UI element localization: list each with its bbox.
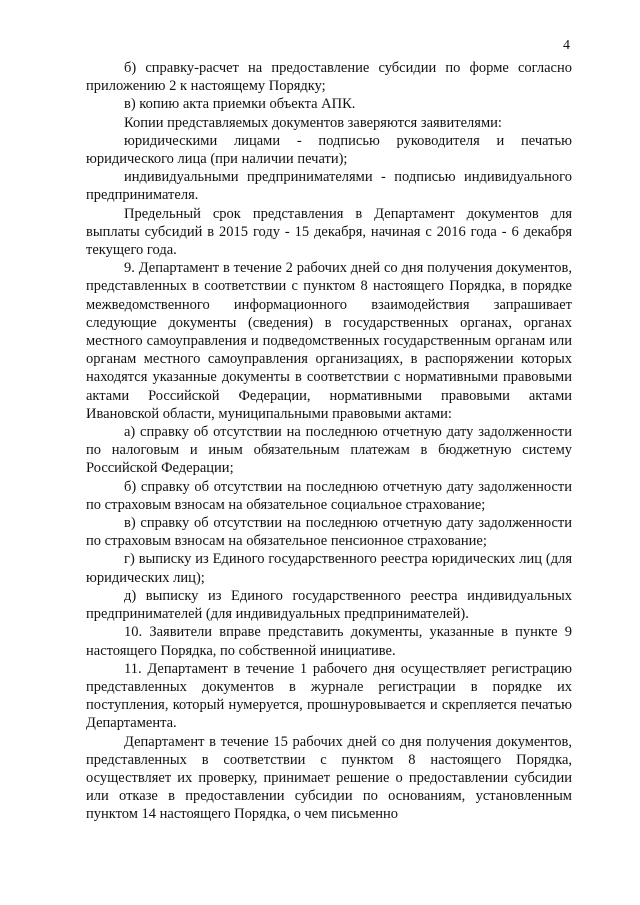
document-body (86, 59, 572, 824)
paragraph: Копии представляемых документов заверяются заявителями: (124, 114, 502, 131)
paragraph: а) справку об отсутствии на последнюю отчетную дату задолженности по налоговым и иным обязательным платежам в бюджетную систему Российской Федерации; (86, 424, 572, 477)
paragraph: 9. Департамент в течение 2 рабочих дней со дня получения документов, представленных в соответствии с пунктом 8 настоящего Порядка, в порядке межведомственного информационного взаимодействия запрашивает следующие документы (сведения) в государственных органах, органах местного самоуправления и подведомственных государственным органам или органам местного самоуправления организациях, в распоряжении которых находятся указанные документы в соответствии с нормативными правовыми актами Российской Федерации, нормативными правовыми актами Ивановской области, муниципальными правовыми актами: (86, 260, 572, 422)
paragraph: в) справку об отсутствии на последнюю отчетную дату задолженности по страховым взносам на обязательное пенсионное страхование; (86, 515, 572, 550)
paragraph: индивидуальными предпринимателями - подписью индивидуального предпринимателя. (86, 169, 572, 204)
paragraph: г) выписку из Единого государственного реестра юридических лиц (для юридических лиц); (86, 551, 572, 586)
paragraph: б) справку-расчет на предоставление субсидии по форме согласно приложению 2 к настоящему Порядку; (86, 60, 572, 95)
page-number: 4 (563, 38, 570, 53)
paragraph: 11. Департамент в течение 1 рабочего дня осуществляет регистрацию представленных документов в журнале регистрации в порядке их поступления, который нумеруется, прошнуровывается и скрепляется печатью Департамента. (86, 660, 572, 732)
paragraph: д) выписку из Единого государственного реестра индивидуальных предпринимателей (для индивидуальных предпринимателей). (86, 587, 572, 623)
paragraph: в) копию акта приемки объекта АПК. (124, 96, 356, 113)
paragraph: юридическими лицами - подписью руководителя и печатью юридического лица (при наличии печати); (86, 132, 572, 168)
paragraph: б) справку об отсутствии на последнюю отчетную дату задолженности по страховым взносам на обязательное социальное страхование; (86, 478, 572, 513)
paragraph: Предельный срок представления в Департамент документов для выплаты субсидий в 2015 году - 15 декабря, начиная с 2016 года - 6 декабря текущего года. (86, 205, 572, 259)
paragraph: Департамент в течение 15 рабочих дней со дня получения документов, представленных в соответствии с пунктом 8 настоящего Порядка, осуществляет их проверку, принимает решение о предоставлении субсидии или отказе в предоставлении субсидии по основаниям, установленным пунктом 14 настоящего Порядка, о чем письменно (86, 733, 572, 823)
paragraph: 10. Заявители вправе представить документы, указанные в пункте 9 настоящего Порядка, по собственной инициативе. (86, 624, 572, 659)
